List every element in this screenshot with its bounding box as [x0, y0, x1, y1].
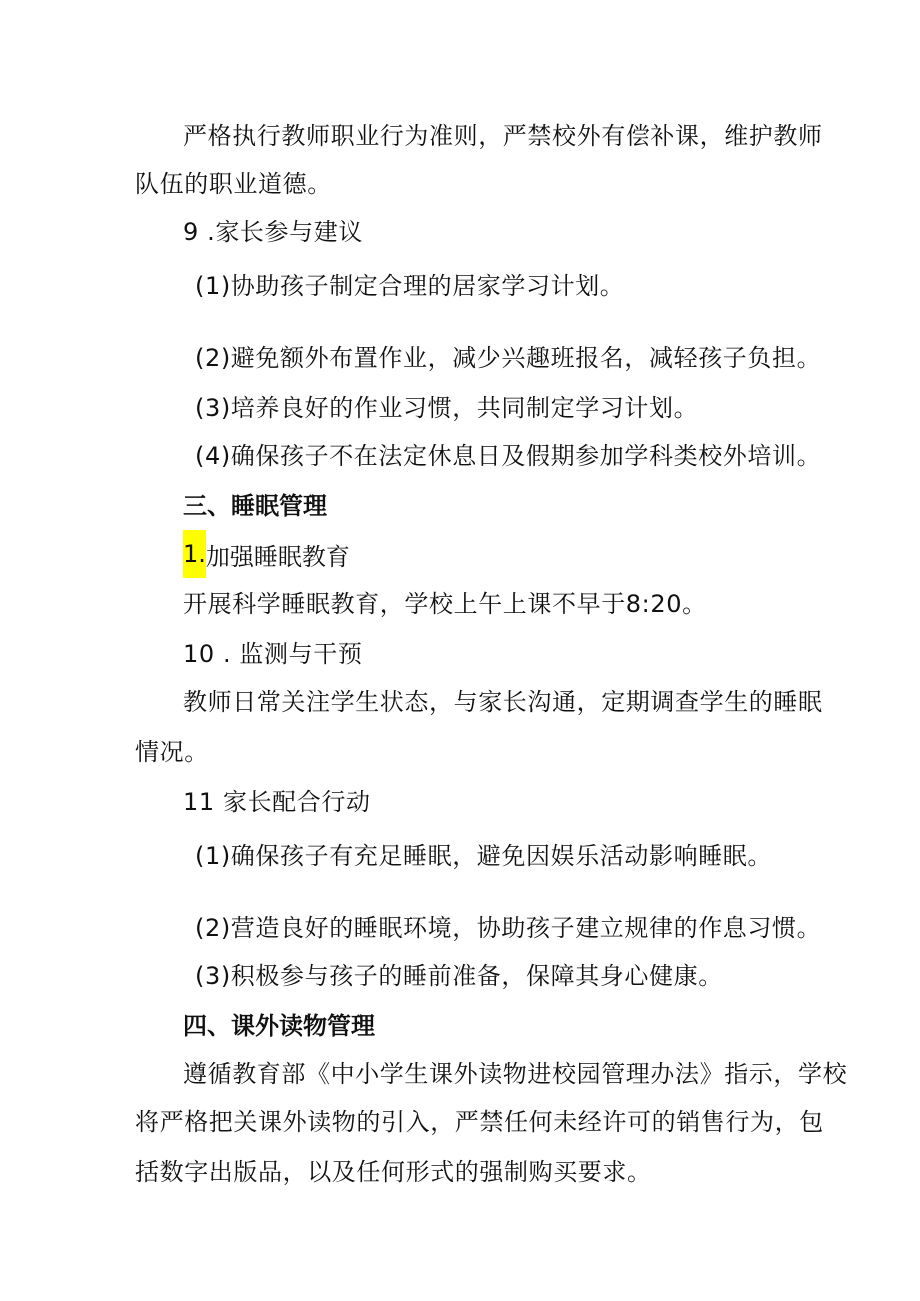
paragraph-monitoring-line-2: 情况。 — [135, 738, 209, 766]
paragraph-reading-line-2: 将严格把关课外读物的引入，严禁任何未经许可的销售行为，包 — [135, 1108, 824, 1136]
paragraph-reading-line-3: 括数字出版品，以及任何形式的强制购买要求。 — [135, 1158, 652, 1186]
heading-1-sleep-education — [183, 538, 350, 570]
heading-10-monitoring: 10 . 监测与干预 — [183, 640, 363, 668]
heading-9-parent-suggestions: 9 .家长参与建议 — [183, 218, 363, 246]
paragraph-teacher-conduct-line-1: 严格执行教师职业行为准则，严禁校外有偿补课，维护教师 — [183, 122, 823, 150]
section-heading-reading-management: 四、课外读物管理 — [183, 1012, 375, 1040]
list-item-9-3: (3)培养良好的作业习惯，共同制定学习计划。 — [195, 394, 699, 422]
paragraph-teacher-conduct-line-2: 队伍的职业道德。 — [135, 170, 332, 198]
list-item-11-1: (1)确保孩子有充足睡眠，避免因娱乐活动影响睡眠。 — [195, 842, 772, 870]
highlighted-number: 1. — [183, 530, 206, 578]
heading-11-parent-actions: 11 家长配合行动 — [183, 788, 371, 816]
list-item-9-1: (1)协助孩子制定合理的居家学习计划。 — [195, 272, 625, 300]
list-item-9-4: (4)确保孩子不在法定休息日及假期参加学科类校外培训。 — [195, 442, 822, 470]
section-heading-sleep-management: 三、睡眠管理 — [183, 492, 327, 520]
paragraph-reading-line-1: 遵循教育部《中小学生课外读物进校园管理办法》指示，学校 — [183, 1060, 848, 1088]
list-item-11-2: (2)营造良好的睡眠环境，协助孩子建立规律的作息习惯。 — [195, 914, 822, 942]
paragraph-sleep-education: 开展科学睡眠教育，学校上午上课不早于8:20。 — [183, 590, 707, 618]
list-item-11-3: (3)积极参与孩子的睡前准备，保障其身心健康。 — [195, 962, 723, 990]
list-item-9-2: (2)避免额外布置作业，减少兴趣班报名，减轻孩子负担。 — [195, 344, 822, 372]
paragraph-monitoring-line-1: 教师日常关注学生状态，与家长沟通，定期调查学生的睡眠 — [183, 688, 823, 716]
heading-1-title: 加强睡眠教育 — [205, 543, 350, 571]
